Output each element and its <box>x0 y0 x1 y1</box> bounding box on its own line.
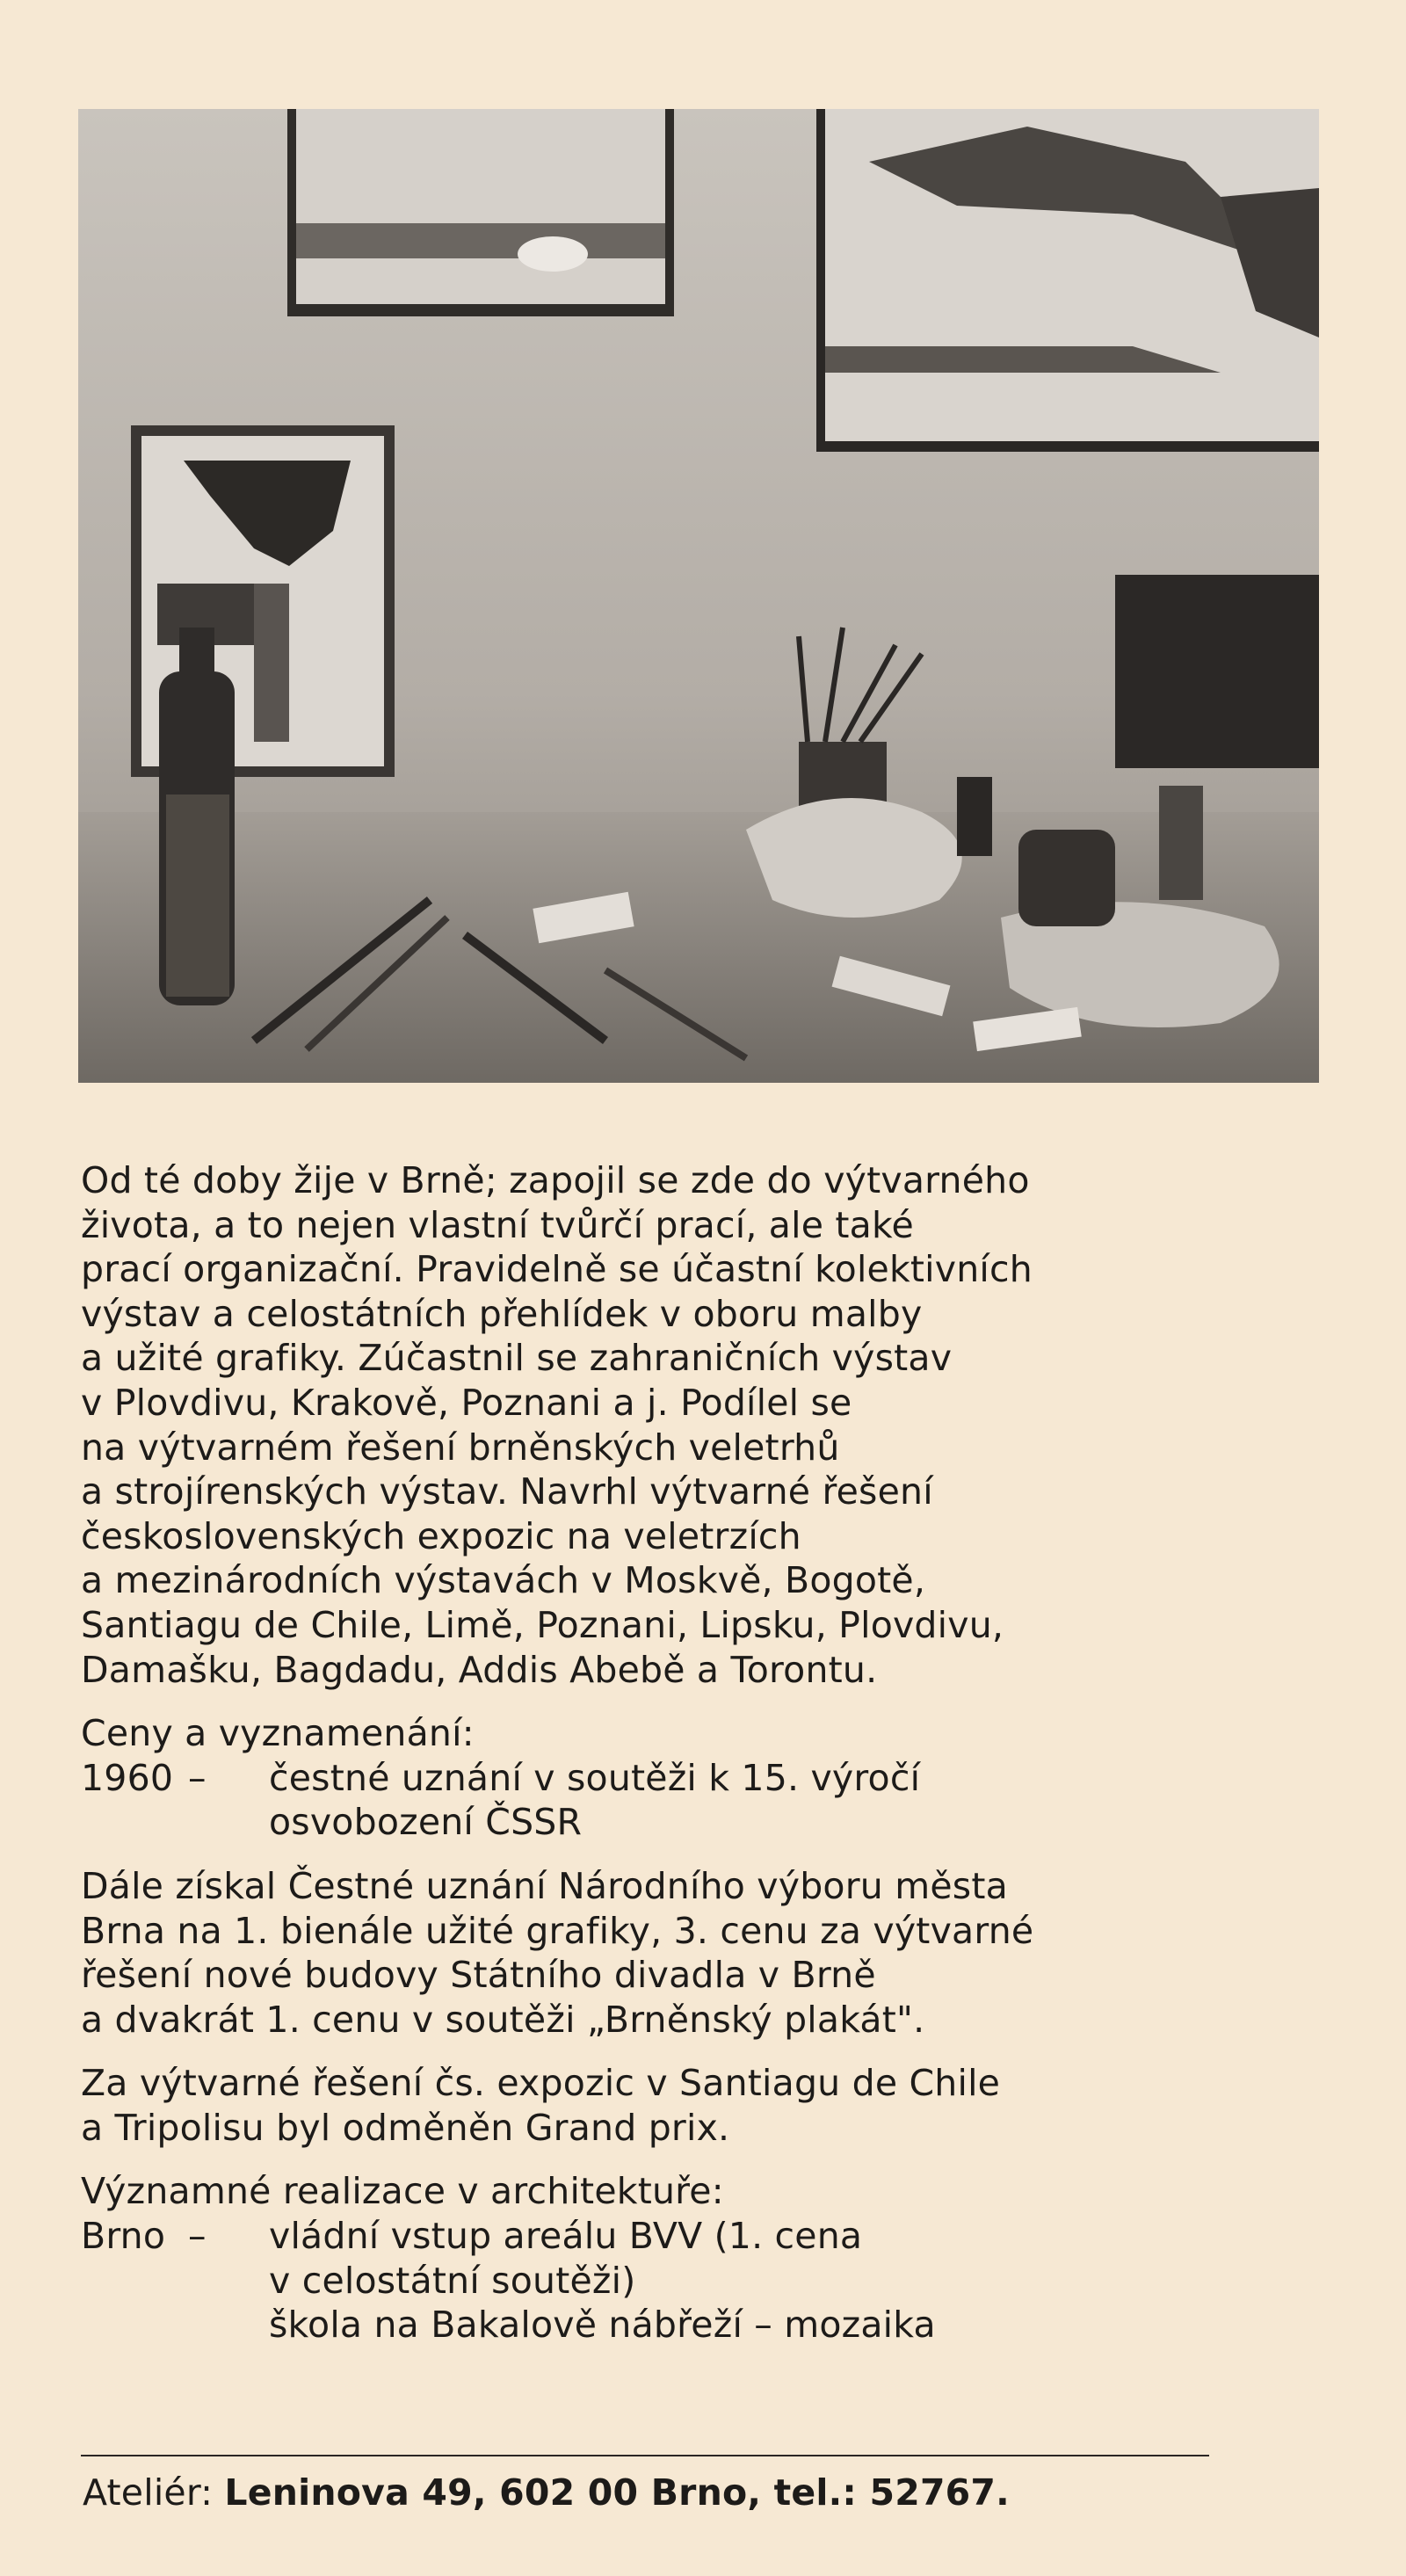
footer-divider <box>81 2455 1209 2456</box>
body-line: Od té doby žije v Brně; zapojil se zde do výtvarného <box>81 1159 1030 1201</box>
studio-address <box>83 2471 1010 2514</box>
studio-label: Ateliér: <box>83 2471 214 2514</box>
further-line: a dvakrát 1. cenu v soutěži „Brněnský plakát". <box>81 1998 925 2041</box>
body-line: Santiagu de Chile, Limě, Poznani, Lipsku, Plovdivu, <box>81 1603 1004 1646</box>
award-text-continued: osvobození ČSSR <box>269 1801 583 1844</box>
realization-dash: – <box>188 2215 207 2258</box>
awards-heading: Ceny a vyznamenání: <box>81 1712 475 1755</box>
further-line: Brna na 1. bienále užité grafiky, 3. cenu za výtvarné <box>81 1909 1034 1952</box>
realization-city: Brno <box>81 2215 166 2258</box>
biography-text <box>81 1158 1346 2347</box>
body-line: československých expozic na veletrzích <box>81 1514 801 1557</box>
realizations-heading: Významné realizace v architektuře: <box>81 2170 724 2213</box>
studio-address-value: Leninova 49, 602 00 Brno, tel.: 52767. <box>224 2471 1010 2514</box>
award-year: 1960 <box>81 1756 174 1799</box>
realization-row <box>81 2214 1346 2259</box>
further-line: řešení nové budovy Státního divadla v Brně <box>81 1954 876 1997</box>
grand-prix-line: Za výtvarné řešení čs. expozic v Santiagu de Chile <box>81 2062 1001 2105</box>
body-line: života, a to nejen vlastní tvůrčí prací, ale také <box>81 1203 914 1246</box>
award-row <box>81 1756 1346 1801</box>
further-line: Dále získal Čestné uznání Národního výboru města <box>81 1864 1008 1907</box>
body-line: a užité grafiky. Zúčastnil se zahraničních výstav <box>81 1337 953 1380</box>
body-line: výstav a celostátních přehlídek v oboru malby <box>81 1292 923 1335</box>
realization-item-continued: v celostátní soutěži) <box>269 2259 636 2302</box>
body-line: v Plovdivu, Krakově, Poznani a j. Podílel se <box>81 1381 852 1424</box>
studio-photo <box>78 109 1319 1083</box>
award-text: čestné uznání v soutěži k 15. výročí <box>269 1756 921 1799</box>
grand-prix-line: a Tripolisu byl odměněn Grand prix. <box>81 2106 730 2149</box>
award-dash: – <box>188 1756 207 1799</box>
studio-photo-image <box>78 109 1319 1083</box>
body-line: a strojírenských výstav. Navrhl výtvarné řešení <box>81 1470 933 1513</box>
body-line: na výtvarném řešení brněnských veletrhů <box>81 1426 840 1469</box>
realization-item: škola na Bakalově nábřeží – mozaika <box>269 2304 936 2347</box>
realization-item: vládní vstup areálu BVV (1. cena <box>269 2215 863 2258</box>
body-line: prací organizační. Pravidelně se účastní kolektivních <box>81 1248 1033 1291</box>
body-line: Damašku, Bagdadu, Addis Abebě a Torontu. <box>81 1648 878 1691</box>
body-line: a mezinárodních výstavách v Moskvě, Bogotě, <box>81 1559 926 1602</box>
